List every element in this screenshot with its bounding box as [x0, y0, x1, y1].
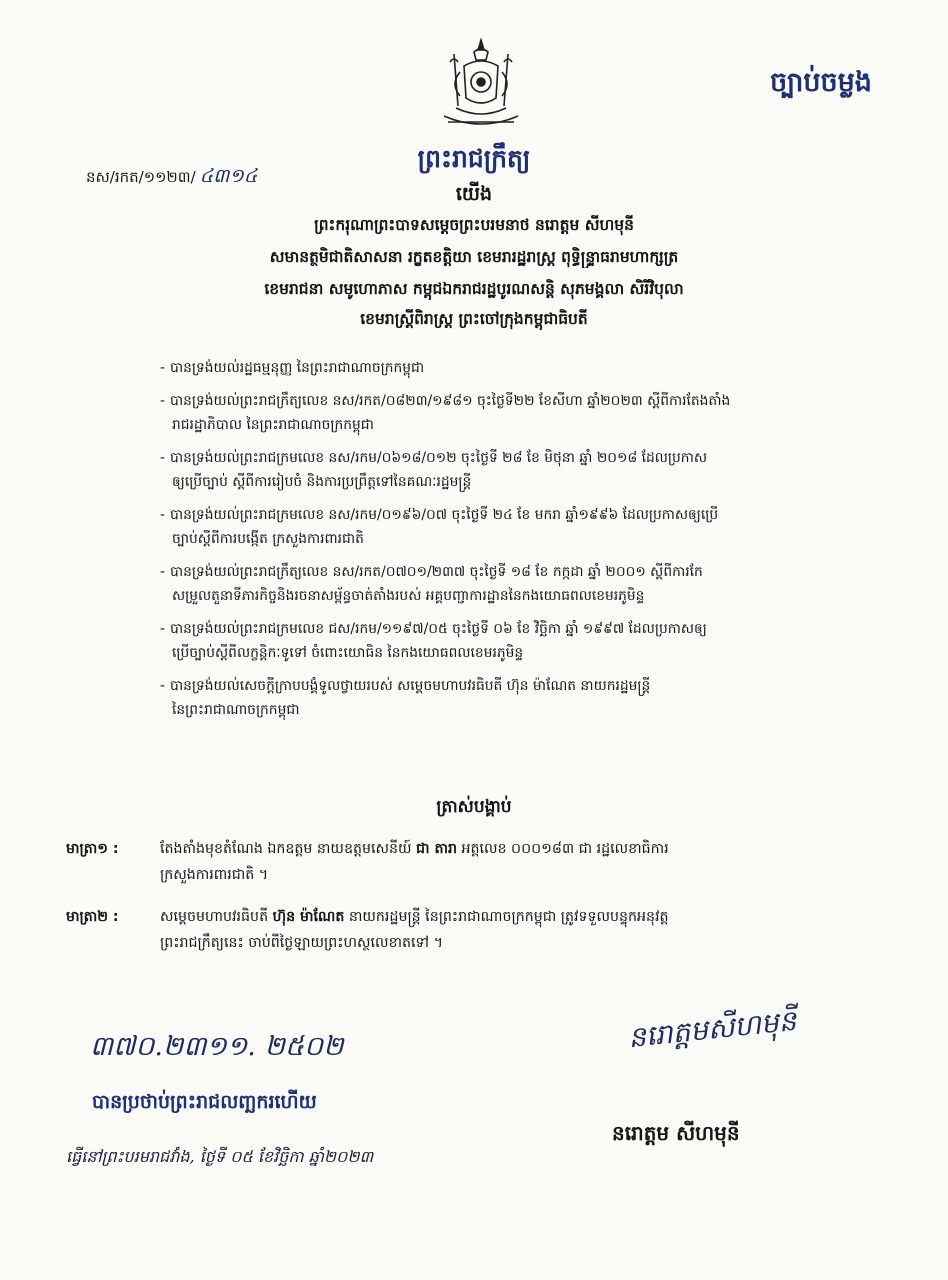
preamble-item: - បានទ្រង់យល់ព្រះរាជក្រមលេខ ជស/រកម/១១៩៧/០៥ ចុះថ្ងៃទី ០៦ ខែ វិច្ឆិកា ឆ្នាំ ១៩៩៧ ដែលប្រកាសឲ្យ ប្រើច្បាប់ស្តីពីលក្ខន្តិកៈទូទៅ ចំពោះយោធិន នៃកងយោធពលខេមរភូមិន្ទ — [160, 621, 707, 661]
prime-minister-name: ហ៊ុន ម៉ាណែត — [272, 909, 345, 925]
royal-title-line: ខេមរាស្ត្រីពិរាស្ត្រ ព្រះចៅក្រុងកម្ពុជាធិបតី — [360, 310, 588, 328]
royal-title-line: ខេមរាជនា សមូហោភាស កម្ពុជឯករាជរដ្ឋបូរណសន្តិ សុភមង្គលា សិរីវិបុលា — [264, 280, 684, 298]
article-1 — [66, 836, 926, 894]
appointee-name: ជា តារា — [416, 841, 457, 857]
preamble-item: - បានទ្រង់យល់ព្រះរាជក្រមលេខ នស/រកម/០៦១៨/០១២ ចុះថ្ងៃទី ២៨ ខែ មិថុនា ឆ្នាំ ២០១៨ ដែលប្រកាស ឲ្យប្រើច្បាប់ ស្តីពីការរៀបចំ និងការប្រព្រឹត្តទៅនៃគណៈរដ្ឋមន្ត្រី — [160, 450, 708, 490]
copy-label: ច្បាប់ចម្លង — [770, 67, 872, 98]
royal-we-heading: យើង — [455, 183, 493, 205]
signer-name: នរោត្តម សីហមុនី — [612, 1121, 740, 1145]
preamble-list — [160, 356, 900, 731]
reference-number-handwritten: ៤៣១៤ — [199, 165, 258, 187]
royal-emblem-icon — [436, 36, 526, 136]
preamble-item: - បានទ្រង់យល់ព្រះរាជក្រឹត្យលេខ នស/រកត/០៨២៣/១៩៨១ ចុះថ្ងៃទី២២ ខែសីហា ឆ្នាំ២០២៣ ស្តីពីការតែងតាំង រាជរដ្ឋាភិបាល នៃព្រះរាជាណាចក្រកម្ពុជា — [160, 393, 731, 433]
preamble-item: - បានទ្រង់យល់ព្រះរាជក្រឹត្យលេខ នស/រកត/០៧០១/២៣៧ ចុះថ្ងៃទី ១៨ ខែ កក្កដា ឆ្នាំ ២០០១ ស្តីពីការកែ សម្រួលតួនាទីភារកិច្ចនិងរចនាសម្ព័ន្ធចាត់តាំងរបស់ អគ្គបញ្ជាការដ្ឋាននៃកងយោធពលខេមរភូមិន្ទ — [160, 564, 703, 604]
preamble-item: - បានទ្រង់យល់សេចក្តីក្រាបបង្គំទូលថ្វាយរបស់ សម្តេចមហាបវរធិបតី ហ៊ុន ម៉ាណែត នាយករដ្ឋមន្ត្រី នៃព្រះរាជាណាចក្រកម្ពុជា — [160, 678, 651, 718]
article-body: តែងតាំងមុខតំណែង ឯកឧត្តម នាយឧត្តមសេនីយ៍ ជា តារា អត្តលេខ ០០០១៨៣ ជា រដ្ឋលេខាធិការ ក្រសួងការពារជាតិ ។ — [160, 841, 669, 883]
preamble-item: - បានទ្រង់យល់ព្រះរាជក្រមលេខ នស/រកម/០១៩៦/០៧ ចុះថ្ងៃទី ២៤ ខែ មករា ឆ្នាំ១៩៩៦ ដែលប្រកាសឲ្យប្រើ ច្បាប់ស្តីពីការបង្កើត ក្រសួងការពារជាតិ — [160, 507, 719, 547]
decree-heading: ត្រាស់បង្គាប់ — [436, 797, 512, 817]
royal-title-line: ព្រះករុណាព្រះបាទសម្តេចព្រះបរមនាថ នរោត្តម សីហមុនី — [314, 216, 634, 234]
article-2 — [66, 904, 926, 962]
reference-number-printed: នស/រកត/១១២៣/ — [86, 168, 196, 186]
document-title: ព្រះរាជក្រឹត្យ — [417, 144, 531, 173]
article-body: សម្តេចមហាបវរធិបតី ហ៊ុន ម៉ាណែត នាយករដ្ឋមន្ត្រី នៃព្រះរាជាណាចក្រកម្ពុជា ត្រូវទទួលបន្ទុកអនុវត្ត ព្រះរាជក្រឹត្យនេះ ចាប់ពីថ្ងៃឡាយព្រះហស្ថលេខាតទៅ ។ — [160, 909, 669, 951]
seal-affixed-note: បានប្រថាប់ព្រះរាជលញ្ឆករហើយ — [92, 1091, 317, 1113]
article-label: មាត្រា២ : — [66, 909, 119, 925]
royal-title-line: សមានត្ថមិជាតិសាសនា រក្ខតខត្តិយា ខេមរារដ្ឋរាស្ត្រ ពុទ្ធិន្ទ្រាធរាមហាក្សត្រ — [269, 248, 679, 266]
royal-signature: នរោត្តមសីហមុនី — [626, 1003, 798, 1055]
handwritten-date: ៣៧០.២៣១១. ២៥០២ — [90, 1031, 344, 1062]
preamble-item: - បានទ្រង់យល់រដ្ឋធម្មនុញ្ញ នៃព្រះរាជាណាចក្រកម្ពុជា — [160, 360, 425, 376]
article-label: មាត្រា១ : — [66, 841, 119, 857]
place-and-date: ធ្វើនៅព្រះបរមរាជវាំង, ថ្ងៃទី ០៥ ខែវិច្ឆិកា ឆ្នាំ២០២៣ — [66, 1147, 374, 1166]
